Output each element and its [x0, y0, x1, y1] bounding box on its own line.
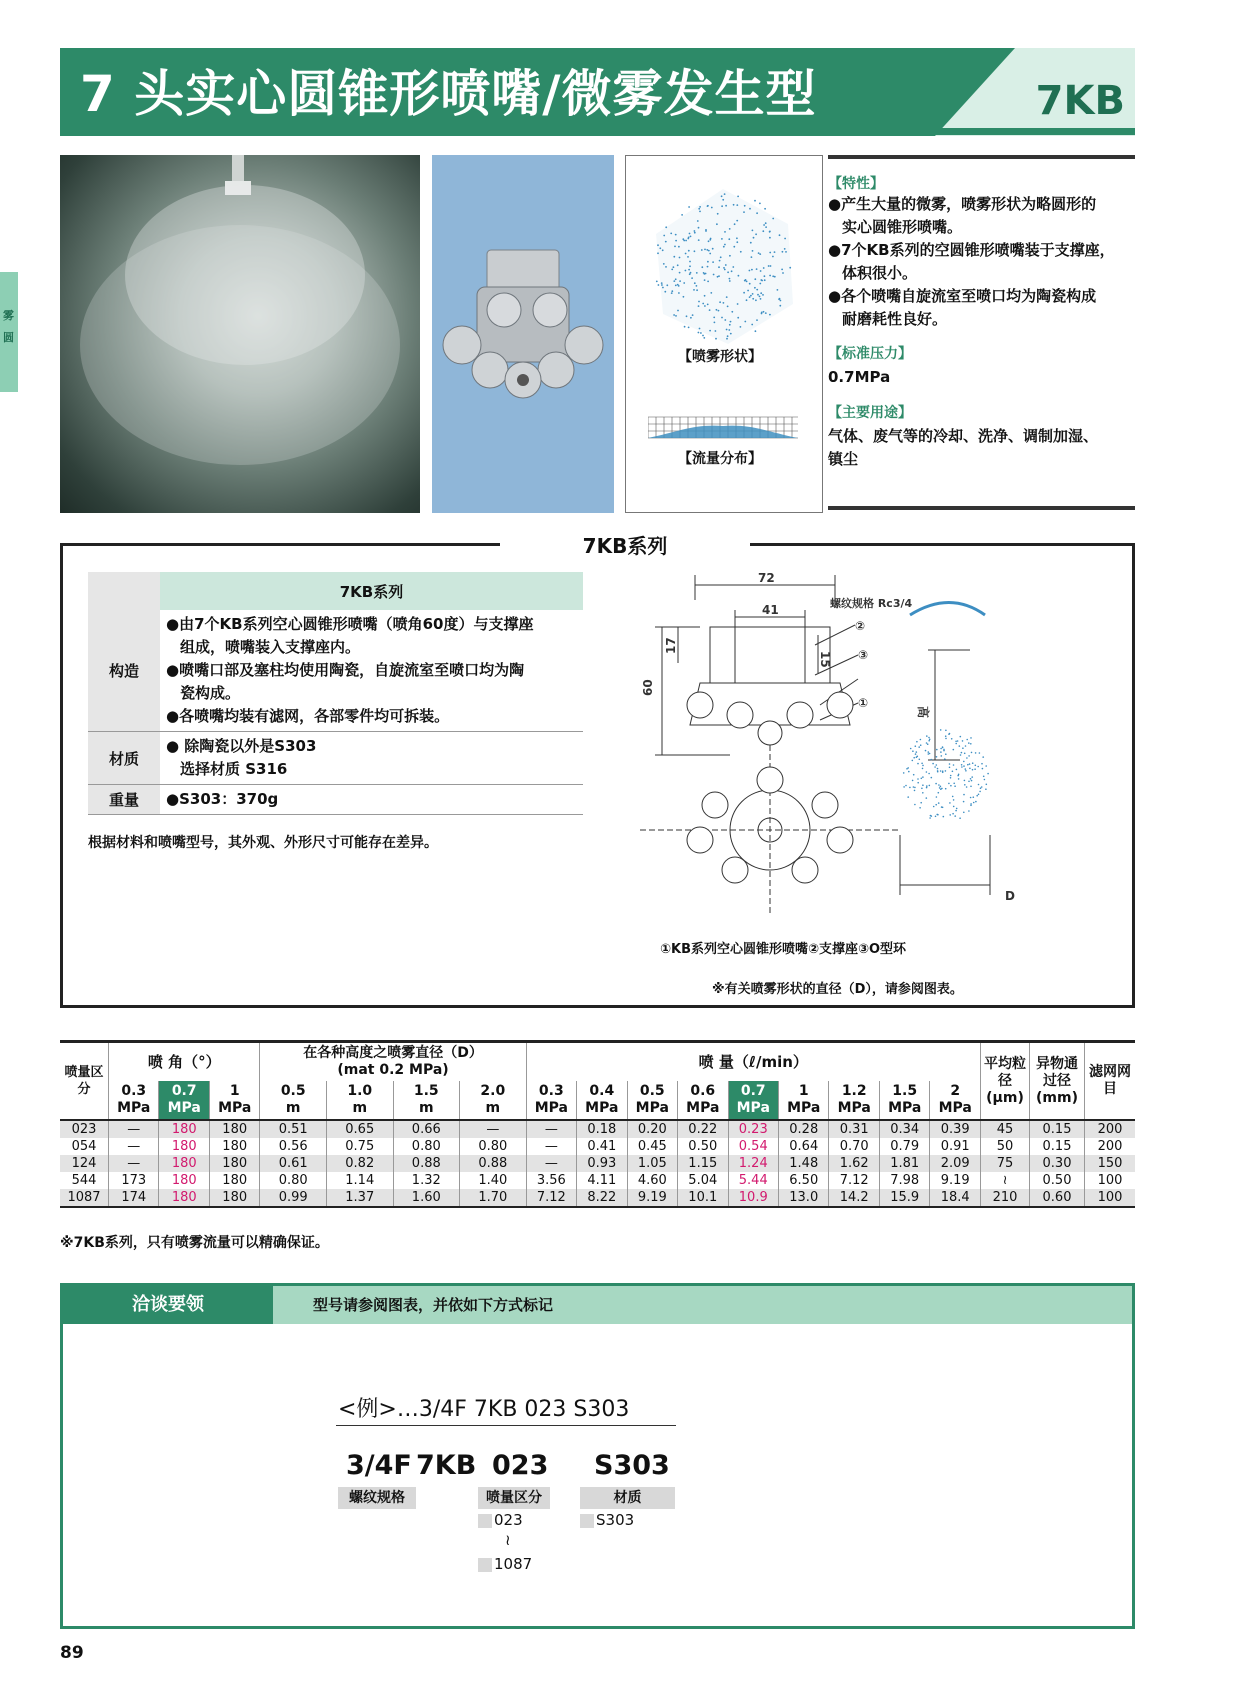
table-cell: 200	[1085, 1138, 1136, 1155]
table-cell: 0.88	[393, 1155, 460, 1172]
table-cell: 6.50	[779, 1172, 829, 1189]
table-cell: 50	[981, 1138, 1030, 1155]
use-list	[828, 425, 1098, 471]
example-underline	[336, 1425, 676, 1426]
table-cell: 1.48	[779, 1155, 829, 1172]
unit-flow_cols-3: 0.6 MPa	[678, 1081, 728, 1120]
table-cell: 9.19	[627, 1189, 677, 1207]
spec-label: 材质	[88, 732, 160, 785]
table-cell: 180	[209, 1189, 259, 1207]
table-cell: 0.56	[260, 1138, 327, 1155]
table-cell: —	[460, 1120, 527, 1138]
unit-flow_cols-7: 1.5 MPa	[879, 1081, 929, 1120]
table-cell: 7.12	[829, 1172, 879, 1189]
table-cell: 180	[209, 1172, 259, 1189]
unit-diam_cols-3: 2.0 m	[460, 1081, 527, 1120]
spray-photo	[60, 155, 420, 513]
table-row	[60, 1120, 1135, 1138]
spec-table	[88, 572, 583, 815]
spray-shape-dots	[648, 184, 798, 349]
table-cell: 75	[981, 1155, 1030, 1172]
features-list	[828, 193, 1115, 331]
table-cell: 0.64	[779, 1138, 829, 1155]
table-cell: 4.11	[577, 1172, 627, 1189]
table-cell: 180	[159, 1189, 209, 1207]
table-cell: 124	[60, 1155, 109, 1172]
table-cell: 1.37	[326, 1189, 393, 1207]
model-code: 7KB	[1035, 78, 1125, 124]
unit-flow_cols-8: 2 MPa	[930, 1081, 981, 1120]
table-cell: 180	[159, 1172, 209, 1189]
table-cell: 200	[1085, 1120, 1136, 1138]
dim-72: 72	[758, 571, 775, 585]
spec-row-material	[88, 732, 583, 785]
table-cell: 7.12	[526, 1189, 576, 1207]
table-cell: 0.80	[260, 1172, 327, 1189]
header-underline	[60, 128, 1135, 135]
table-cell: 180	[159, 1155, 209, 1172]
table-cell: 0.50	[678, 1138, 728, 1155]
table-cell: —	[526, 1120, 576, 1138]
table-cell: 1.05	[627, 1155, 677, 1172]
table-cell: 1.81	[879, 1155, 929, 1172]
table-cell: 0.23	[728, 1120, 778, 1138]
table-cell: 2.09	[930, 1155, 981, 1172]
table-cell: 4.60	[627, 1172, 677, 1189]
page-title: 7 头实心圆锥形喷嘴/微雾发生型	[80, 65, 817, 123]
feature-line: 体积很小。	[842, 264, 918, 282]
table-cell: —	[526, 1138, 576, 1155]
table-cell: 1.32	[393, 1172, 460, 1189]
table-cell: 14.2	[829, 1189, 879, 1207]
table-cell: 1.60	[393, 1189, 460, 1207]
side-tab-label: 雾圆	[3, 309, 14, 344]
table-cell: 8.22	[577, 1189, 627, 1207]
col-avg-size: 平均粒径 (μm)	[981, 1042, 1030, 1121]
table-cell: 0.93	[577, 1155, 627, 1172]
table-cell: 0.15	[1030, 1138, 1085, 1155]
drawing-legend: ①KB系列空心圆锥形喷嘴②支撑座③O型环	[660, 942, 907, 957]
spec-line: ●喷嘴口部及塞柱均使用陶瓷，自旋流室至喷口均为陶	[166, 661, 525, 679]
table-cell: 0.50	[1030, 1172, 1085, 1189]
table-cell: 180	[209, 1120, 259, 1138]
spray-shape-caption: 【喷雾形状】	[678, 349, 762, 365]
table-row	[60, 1138, 1135, 1155]
code-flow: 023	[492, 1450, 549, 1481]
table-cell: 18.4	[930, 1189, 981, 1207]
table-cell: 0.79	[879, 1138, 929, 1155]
table-cell: 100	[1085, 1189, 1136, 1207]
table-row	[60, 1172, 1135, 1189]
table-cell: 1.15	[678, 1155, 728, 1172]
table-cell: 180	[159, 1138, 209, 1155]
table-cell: ≀	[981, 1172, 1030, 1189]
table-cell: 174	[109, 1189, 159, 1207]
table-cell: 100	[1085, 1172, 1136, 1189]
feature-line: 实心圆锥形喷嘴。	[842, 218, 963, 236]
flow-min: 023	[478, 1511, 523, 1529]
unit-flow_cols-4: 0.7 MPa	[728, 1081, 778, 1120]
label-material: 材质	[580, 1487, 675, 1509]
dim-17: 17	[664, 637, 678, 654]
spray-illustration	[60, 155, 420, 513]
callout-1: ①	[858, 696, 869, 710]
unit-diam_cols-2: 1.5 m	[393, 1081, 460, 1120]
table-cell: 0.80	[393, 1138, 460, 1155]
table-cell: —	[109, 1120, 159, 1138]
unit-angle_cols-0: 0.3 MPa	[109, 1081, 159, 1120]
height-label: 高	[916, 706, 930, 719]
unit-flow_cols-0: 0.3 MPa	[526, 1081, 576, 1120]
table-cell: 210	[981, 1189, 1030, 1207]
spec-line: ●由7个KB系列空心圆锥形喷嘴（喷角60度）与支撑座	[166, 615, 534, 633]
spec-note: 根据材料和喷嘴型号，其外观、外形尺寸可能存在差异。	[88, 835, 438, 851]
features-heading: 【特性】	[828, 176, 884, 192]
feature-line: ●7个KB系列的空圆锥形喷嘴装于支撑座，	[828, 241, 1115, 259]
code-material: S303	[594, 1450, 670, 1481]
flow-range-tilde: ≀	[505, 1531, 511, 1549]
pressure-value: 0.7MPa	[828, 368, 891, 386]
order-subheading: 型号请参阅图表，并依如下方式标记	[273, 1286, 1132, 1324]
table-cell: 150	[1085, 1155, 1136, 1172]
spec-line: ●S303：370g	[166, 790, 279, 808]
col-diameter: 在各种高度之喷雾直径（D） (mat 0.2 MPa)	[260, 1042, 526, 1082]
pressure-heading: 【标准压力】	[828, 346, 912, 362]
col-flow-code: 喷量区分	[64, 1065, 104, 1097]
table-row	[60, 1189, 1135, 1207]
table-cell: 0.30	[1030, 1155, 1085, 1172]
table-cell: 0.66	[393, 1120, 460, 1138]
code-thread: 3/4F	[346, 1450, 412, 1481]
table-cell: 023	[60, 1120, 109, 1138]
feature-line: 耐磨耗性良好。	[842, 310, 948, 328]
callout-2: ②	[855, 619, 866, 633]
col-passage: 异物通过径 (mm)	[1030, 1042, 1085, 1121]
feature-line: ●产生大量的微雾，喷雾形状为略圆形的	[828, 195, 1097, 213]
spec-table-head: 7KB系列	[160, 572, 583, 610]
spec-line: 组成，喷嘴装入支撑座内。	[180, 638, 361, 656]
table-cell: —	[109, 1138, 159, 1155]
table-cell: —	[526, 1155, 576, 1172]
unit-diam_cols-1: 1.0 m	[326, 1081, 393, 1120]
table-cell: —	[109, 1155, 159, 1172]
table-cell: 180	[209, 1138, 259, 1155]
spec-line: ● 除陶瓷以外是S303	[166, 737, 317, 755]
feature-line: ●各个喷嘴自旋流室至喷口均为陶瓷构成	[828, 287, 1097, 305]
spec-row-structure	[88, 610, 583, 732]
table-cell: 0.41	[577, 1138, 627, 1155]
table-cell: 3.56	[526, 1172, 576, 1189]
table-cell: 0.91	[930, 1138, 981, 1155]
spec-label: 重量	[88, 785, 160, 815]
order-heading: 洽谈要领	[63, 1286, 273, 1324]
table-cell: 0.45	[627, 1138, 677, 1155]
table-cell: 0.65	[326, 1120, 393, 1138]
page-number: 89	[60, 1643, 84, 1663]
table-cell: 10.1	[678, 1189, 728, 1207]
flow-max: 1087	[478, 1555, 532, 1573]
table-cell: 0.22	[678, 1120, 728, 1138]
use-line: 气体、废气等的冷却、洗净、调制加湿、	[828, 427, 1099, 445]
order-example: <例>…3/4F 7KB 023 S303	[338, 1397, 630, 1422]
table-cell: 0.60	[1030, 1189, 1085, 1207]
col-mesh: 滤网网目	[1085, 1042, 1136, 1121]
table-cell: 0.15	[1030, 1120, 1085, 1138]
col-angle: 喷 角（°）	[109, 1042, 260, 1082]
diameter-label: D	[1005, 889, 1015, 903]
table-cell: 544	[71, 1173, 97, 1188]
table-cell: 1.62	[829, 1155, 879, 1172]
table-cell: 0.70	[829, 1138, 879, 1155]
table-cell: 0.82	[326, 1155, 393, 1172]
use-line: 镇尘	[828, 450, 859, 468]
table-cell: 10.9	[728, 1189, 778, 1207]
table-cell: 5.44	[728, 1172, 778, 1189]
table-cell: 1087	[60, 1189, 109, 1207]
features-top-rule	[828, 155, 1135, 159]
series-title: 7KB系列	[500, 530, 750, 559]
spec-line: 选择材质 S316	[180, 760, 288, 778]
table-cell: 1.14	[326, 1172, 393, 1189]
flow-distribution-caption: 【流量分布】	[678, 451, 762, 467]
label-thread: 螺纹规格	[338, 1487, 416, 1509]
header-bar	[60, 48, 1135, 136]
table-cell: 7.98	[879, 1172, 929, 1189]
features-bottom-rule	[828, 506, 1135, 510]
code-series: 7KB	[416, 1450, 477, 1481]
table-cell: 0.75	[326, 1138, 393, 1155]
table-cell: 173	[109, 1172, 159, 1189]
table-cell: 13.0	[779, 1189, 829, 1207]
table-cell: 0.61	[260, 1155, 327, 1172]
table-row	[60, 1155, 1135, 1172]
material-value: S303	[580, 1511, 634, 1529]
table-cell: 0.54	[728, 1138, 778, 1155]
unit-flow_cols-1: 0.4 MPa	[577, 1081, 627, 1120]
data-table-note: ※7KB系列，只有喷雾流量可以精确保证。	[60, 1235, 329, 1251]
unit-flow_cols-5: 1 MPa	[779, 1081, 829, 1120]
spec-row-weight	[88, 785, 583, 815]
unit-angle_cols-1: 0.7 MPa	[159, 1081, 209, 1120]
unit-flow_cols-2: 0.5 MPa	[627, 1081, 677, 1120]
spec-line: ●各喷嘴均装有滤网，各部零件均可拆装。	[166, 707, 450, 725]
table-cell: 0.39	[930, 1120, 981, 1138]
spray-pattern-panel	[625, 155, 823, 513]
dim-60: 60	[641, 679, 655, 696]
table-cell: 0.99	[260, 1189, 327, 1207]
unit-angle_cols-2: 1 MPa	[209, 1081, 259, 1120]
col-flow: 喷 量（ℓ/min）	[526, 1042, 980, 1082]
table-cell: 5.04	[678, 1172, 728, 1189]
nozzle-illustration	[432, 155, 614, 513]
spec-label: 构造	[88, 610, 160, 732]
spec-line: 瓷构成。	[180, 684, 241, 702]
table-cell: 1.70	[460, 1189, 527, 1207]
table-cell: 0.51	[260, 1120, 327, 1138]
table-cell: 0.88	[460, 1155, 527, 1172]
nozzle-photo	[432, 155, 614, 513]
flow-distribution-chart	[648, 414, 798, 440]
dim-41: 41	[762, 603, 779, 617]
table-cell: 180	[209, 1155, 259, 1172]
unit-flow_cols-6: 1.2 MPa	[829, 1081, 879, 1120]
table-cell: 0.28	[779, 1120, 829, 1138]
table-cell: 0.34	[879, 1120, 929, 1138]
dim-15: 15	[818, 651, 832, 668]
unit-diam_cols-0: 0.5 m	[260, 1081, 327, 1120]
table-cell: 45	[981, 1120, 1030, 1138]
table-cell: 9.19	[930, 1172, 981, 1189]
label-flow: 喷量区分	[478, 1487, 550, 1509]
table-cell: 1.24	[728, 1155, 778, 1172]
table-cell: 0.80	[460, 1138, 527, 1155]
table-cell: 180	[159, 1120, 209, 1138]
table-cell: 0.20	[627, 1120, 677, 1138]
table-cell: 15.9	[879, 1189, 929, 1207]
flow-data-table	[60, 1040, 1135, 1208]
use-heading: 【主要用途】	[828, 405, 912, 421]
drawing-note: ※有关喷雾形状的直径（D），请参阅图表。	[712, 982, 963, 997]
table-cell: 0.31	[829, 1120, 879, 1138]
table-cell: 1.40	[460, 1172, 527, 1189]
table-cell: 0.18	[577, 1120, 627, 1138]
thread-spec: 螺纹规格 Rc3/4	[830, 597, 913, 610]
table-cell: 054	[71, 1139, 97, 1154]
dimension-drawing	[640, 555, 1110, 975]
callout-3: ③	[858, 648, 869, 662]
